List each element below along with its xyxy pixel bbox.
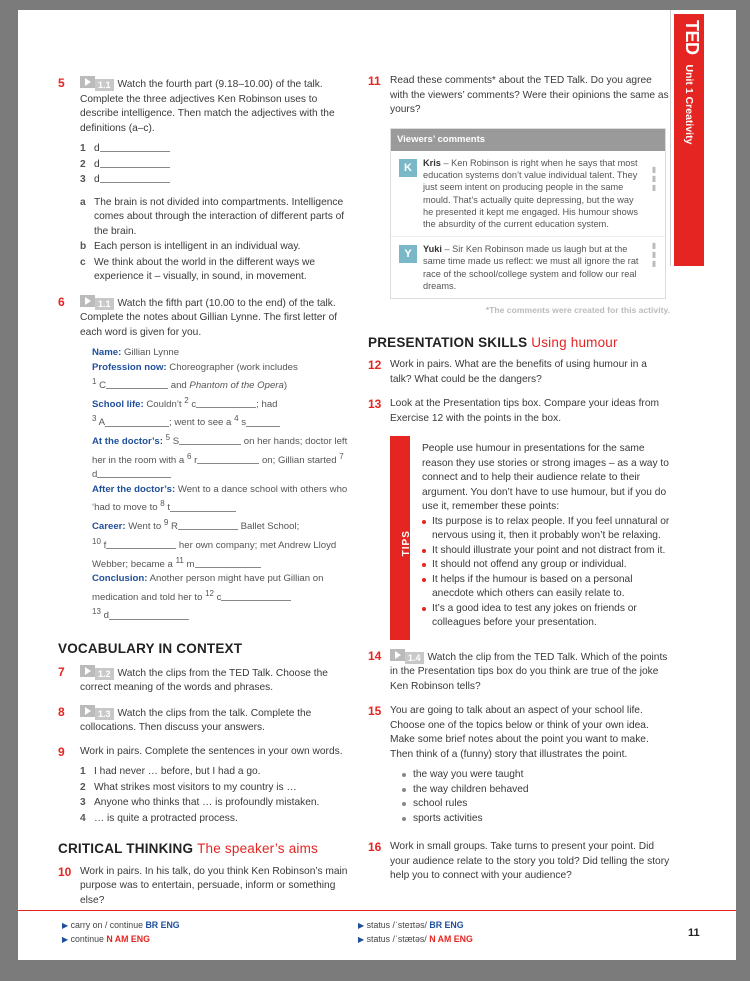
exercise-number: 7 [58, 664, 65, 679]
like-icon[interactable]: ▮ ▮ ▮ [651, 241, 657, 269]
list-item: the way you were taught [402, 768, 670, 783]
clip-number: 1.2 [95, 668, 114, 680]
exercise-12 [368, 358, 670, 387]
list-item: 1 d [94, 142, 350, 157]
exercise-number: 5 [58, 76, 65, 90]
answer-blank[interactable] [106, 539, 176, 549]
list-item: It helps if the humour is based on a personal anecdote which others can easily relate to. [422, 573, 670, 602]
arrow-icon: ▶ [62, 921, 69, 930]
list-item: the way children behaved [402, 783, 670, 798]
exercise-11 [368, 74, 670, 118]
exercise-instruction: Work in small groups. Take turns to present your point. Did your audience relate to the story you told? Did telling the story help you to connect with your audience? [390, 841, 670, 882]
answer-blank[interactable] [221, 591, 291, 601]
list-item: It should illustrate your point and not distract from it. [422, 544, 670, 559]
clip-number: 1.4 [405, 652, 424, 664]
footer-note: ▶ continue N AM ENG [62, 934, 150, 944]
exercise-instruction: You are going to talk about an aspect of your school life. Choose one of the topics below or think of your own idea. Make some brief notes about the point you want to make. Then think of a (funny) story that illustrates the point. [390, 705, 649, 760]
page-footer [18, 910, 736, 944]
definitions-list [58, 196, 350, 285]
right-column [368, 74, 670, 890]
list-item: It should not offend any group or individual. [422, 558, 670, 573]
exercise-instruction: Work in pairs. What are the benefits of using humour in a talk? What could be the dangers? [390, 359, 647, 385]
arrow-icon: ▶ [358, 935, 365, 944]
exercise-number: 11 [368, 74, 381, 88]
exercise-10 [58, 865, 350, 909]
footer-note: ▶ status /ˈsteɪtəs/ BR ENG [358, 920, 464, 930]
exercise-13 [368, 397, 670, 426]
section-heading: PRESENTATION SKILLS Using humour [368, 334, 618, 350]
textbook-page [18, 10, 736, 960]
page-number: 11 [688, 927, 700, 939]
list-item: 2 d [94, 158, 350, 173]
exercise-number: 9 [58, 744, 65, 759]
answer-blank[interactable] [170, 502, 236, 512]
answer-blank[interactable] [196, 398, 256, 408]
sentence-list [58, 765, 350, 826]
comment: Y Yuki – Sir Ken Robinson made us laugh but at the same time made us reflect: we must all ignore the rat race of the school/college system and follow our real dreams. ▮ ▮ ▮ [391, 236, 665, 298]
left-column [58, 76, 350, 914]
list-item: 3 Anyone who thinks that … is profoundly mistaken. [80, 797, 320, 809]
exercise-instruction: Watch the fifth part (10.00 to the end) of the talk. Complete the notes about Gillian Lynne. The first letter of each word is given for you. [80, 297, 338, 338]
arrow-icon: ▶ [62, 935, 69, 944]
list-item: c We think about the world in the different ways we experience it – visually, in sound, in movement. [80, 256, 316, 282]
topic-list [368, 768, 670, 826]
exercise-7 [58, 665, 350, 696]
exercise-number: 14 [368, 648, 382, 663]
exercise-instruction: Read these comments* about the TED Talk. Do you agree with the viewers’ comments? Were their opinions the same as yours? [390, 75, 669, 115]
answer-blank[interactable] [105, 417, 169, 427]
exercise-instruction: Work in pairs. Complete the sentences in your own words. [80, 745, 343, 757]
exercise-number: 13 [368, 397, 382, 412]
answer-blank[interactable] [197, 454, 259, 464]
footer-note: ▶ status /ˈstætəs/ N AM ENG [358, 934, 473, 944]
list-item: b Each person is intelligent in an individual way. [80, 241, 301, 252]
ted-logo: TED [682, 20, 702, 55]
exercise-number: 15 [368, 704, 382, 719]
answer-blank[interactable] [106, 379, 168, 389]
list-item: 1 I had never … before, but I had a go. [80, 766, 261, 778]
presentation-tips-box [390, 442, 670, 631]
exercise-instruction: Watch the clips from the TED Talk. Choose the correct meaning of the words and phrases. [80, 667, 328, 694]
list-item: a The brain is not divided into compartments. Intelligence comes about through the interaction of different parts of the brain. [80, 196, 345, 237]
margin-rule [670, 10, 671, 266]
answer-blank[interactable] [195, 558, 261, 568]
answer-blank[interactable] [100, 173, 170, 183]
answer-blank[interactable] [100, 158, 170, 168]
clip-number: 1.1 [95, 298, 114, 310]
list-item: 4 … is quite a protracted process. [80, 812, 238, 824]
play-icon[interactable] [390, 649, 405, 661]
exercise-16 [368, 840, 670, 884]
exercise-6 [58, 295, 350, 341]
play-icon[interactable] [80, 295, 95, 307]
section-heading: VOCABULARY IN CONTEXT [58, 641, 243, 657]
exercise-number: 16 [368, 840, 382, 855]
exercise-instruction: Look at the Presentation tips box. Compare your ideas from Exercise 12 with the points in the box. [390, 398, 659, 424]
list-item: school rules [402, 797, 670, 812]
exercise-9 [58, 745, 350, 760]
avatar: K [399, 159, 417, 177]
tips-intro: People use humour in presentations for the same reason they use stories or strong images – as a way to connect and to help their audience relate to their argument. You don’t have to use humour, but if you do use it, remember these points: [422, 443, 669, 513]
avatar: Y [399, 245, 417, 263]
answer-blank[interactable] [97, 468, 171, 478]
unit-side-tab [674, 14, 704, 266]
answer-blank[interactable] [246, 417, 280, 427]
exercise-number: 10 [58, 864, 72, 879]
exercise-8 [58, 705, 350, 736]
list-item: Its purpose is to relax people. If you feel unnatural or nervous using it, then it probably won’t be relaxing. [422, 515, 670, 544]
box-title: Viewers’ comments [391, 129, 665, 152]
exercise-number: 12 [368, 358, 382, 373]
play-icon[interactable] [80, 76, 95, 88]
exercise-instruction: Watch the clips from the talk. Complete the collocations. Then discuss your answers. [80, 707, 312, 734]
clip-number: 1.1 [95, 79, 114, 91]
list-item: 3 d [94, 173, 350, 188]
section-heading: CRITICAL THINKING The speaker’s aims [58, 841, 319, 857]
like-icon[interactable]: ▮ ▮ ▮ [651, 165, 657, 192]
play-icon[interactable] [80, 665, 95, 677]
exercise-number: 8 [58, 704, 65, 719]
answer-blank[interactable] [100, 142, 170, 152]
list-item: 2 What strikes most visitors to my country is … [80, 781, 297, 793]
unit-label: Unit 1 Creativity [683, 64, 695, 145]
exercise-instruction: Watch the clip from the TED Talk. Which of the points in the Presentation tips box do you think are true of the joke Ken Robinson tells? [390, 651, 668, 692]
answer-blanks [58, 142, 350, 188]
exercise-14 [368, 649, 670, 695]
exercise-instruction: Work in pairs. In his talk, do you think Ken Robinson’s main purpose was to entertain, persuade, inform or something else? [80, 865, 348, 906]
gillian-notes: Name: Gillian Lynne Profession now: Choreographer (work includes $^1$ C and Phantom of the Opera) School life: Couldn’t $^2$ c ; had $^3$ A ; went to see a $^4$ s At the doctor’s: $^5$ S on her hands; doctor left her in the room with a $^6$ r on; Gillian started $^7$ d After the doctor’s: Went to a dance school with others who ‘had to move to $^8$ t Career: Went to $^9$ R Ballet School; $^{10}$ f her own company; met Andrew Lloyd Webber; became a $^{11}$ m Conclusion: Another person might have put Gillian on medication and told her to $^{12}$ c $^{13}$ d [92, 347, 348, 622]
exercise-15 [368, 704, 670, 762]
answer-blank[interactable] [179, 435, 241, 445]
exercise-5 [58, 76, 350, 136]
exercise-instruction: Watch the fourth part (9.18–10.00) of the talk. Complete the three adjectives Ken Robinson uses to describe intelligence. Then match the adjectives with the definitions (a–c). [80, 79, 335, 134]
answer-blank[interactable] [178, 520, 238, 530]
clip-number: 1.3 [95, 708, 114, 720]
list-item: It’s a good idea to test any jokes on friends or colleagues before your presentation. [422, 602, 670, 631]
play-icon[interactable] [80, 705, 95, 717]
viewers-comments-box [390, 128, 666, 300]
footnote: *The comments were created for this activity. [485, 305, 670, 316]
arrow-icon: ▶ [358, 921, 365, 930]
tips-label-bar: TIPS [390, 436, 410, 640]
exercise-number: 6 [58, 294, 65, 309]
answer-blank[interactable] [109, 610, 189, 620]
footer-note: ▶ carry on / continue BR ENG [62, 920, 180, 930]
comment: K Kris – Ken Robinson is right when he says that most education systems don’t value individual talent. They just seem intent on producing people in the same mould. That’s actually quite depressing, but the way he presented it kept me engaged. His humour shows the absurdity of the current education system. ▮ ▮ ▮ [391, 151, 665, 236]
list-item: sports activities [402, 812, 670, 827]
